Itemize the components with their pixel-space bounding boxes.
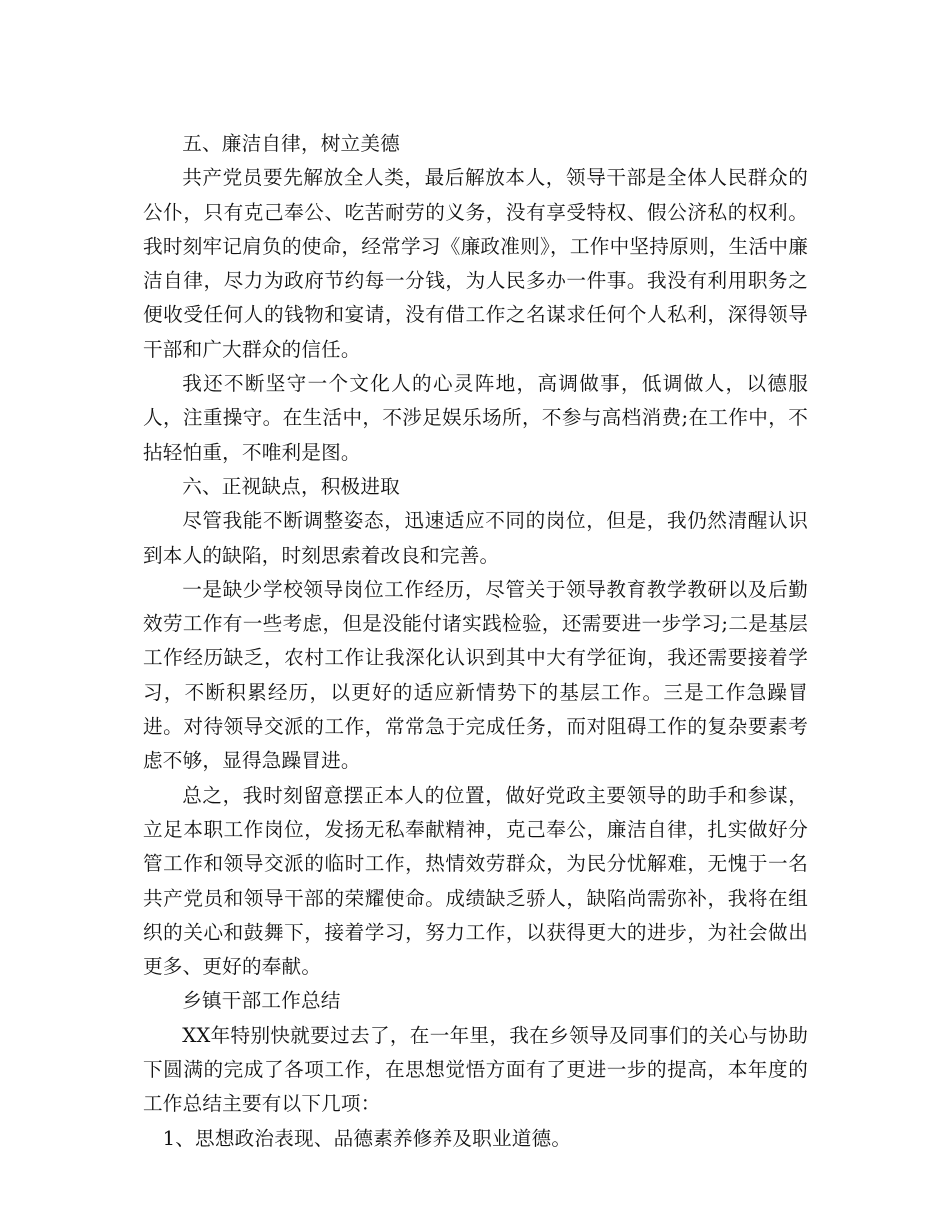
document-subtitle: 乡镇干部工作总结	[182, 989, 341, 1013]
paragraph-party-member-duty: 共产党员要先解放全人类，最后解放本人，领导干部是全体人民群众的公仆，只有克己奉公、吃苦耐劳的义务，没有享受特权、假公济私的权利。我时刻牢记肩负的使命，经常学习《廉政准则》，工作中坚持原则，生活中廉洁自律，尽力为政府节约每一分钱，为人民多办一件事。我没有利用职务之便收受任何人的钱物和宴请，没有借工作之名谋求任何个人私利，深得领导干部和广大群众的信任。	[143, 166, 808, 361]
paragraph-year-intro: XX年特别快就要过去了，在一年里，我在乡领导及同事们的关心与协助下圆满的完成了各项工作，在思想觉悟方面有了更进一步的提高，本年度的工作总结主要有以下几项：	[143, 1023, 808, 1116]
paragraph-conclusion: 总之，我时刻留意摆正本人的位置，做好党政主要领导的助手和参谋，立足本职工作岗位，发扬无私奉献精神，克己奉公，廉洁自律，扎实做好分管工作和领导交派的临时工作，热情效劳群众，为民分忧解难，无愧于一名共产党员和领导干部的荣耀使命。成绩缺乏骄人，缺陷尚需弥补，我将在组织的关心和鼓舞下，接着学习，努力工作，以获得更大的进步，为社会做出更多、更好的奉献。	[143, 783, 808, 979]
section-heading-shortcomings: 六、正视缺点，积极进取	[182, 474, 400, 498]
document-body	[143, 127, 808, 1156]
paragraph-cultural-integrity: 我还不断坚守一个文化人的心灵阵地，高调做事，低调做人，以德服人，注重操守。在生活中，不涉足娱乐场所，不参与高档消费;在工作中，不拈轻怕重，不唯利是图。	[143, 372, 808, 464]
list-item-political-performance: 1、思想政治表现、品德素养修养及职业道德。	[162, 1126, 572, 1150]
section-heading-integrity: 五、廉洁自律，树立美德	[182, 132, 400, 155]
paragraph-shortcomings-list: 一是缺少学校领导岗位工作经历，尽管关于领导教育教学教研以及后勤效劳工作有一些考虑，但是没能付诸实践检验，还需要进一步学习;二是基层工作经历缺乏，农村工作让我深化认识到其中大有学征询，我还需要接着学习，不断积累经历，以更好的适应新情势下的基层工作。三是工作急躁冒进。对待领导交派的工作，常常急于完成任务，而对阻碍工作的复杂要素考虑不够，显得急躁冒进。	[143, 577, 808, 773]
paragraph-self-awareness: 尽管我能不断调整姿态，迅速适应不同的岗位，但是，我仍然清醒认识到本人的缺陷，时刻思索着改良和完善。	[143, 509, 808, 567]
